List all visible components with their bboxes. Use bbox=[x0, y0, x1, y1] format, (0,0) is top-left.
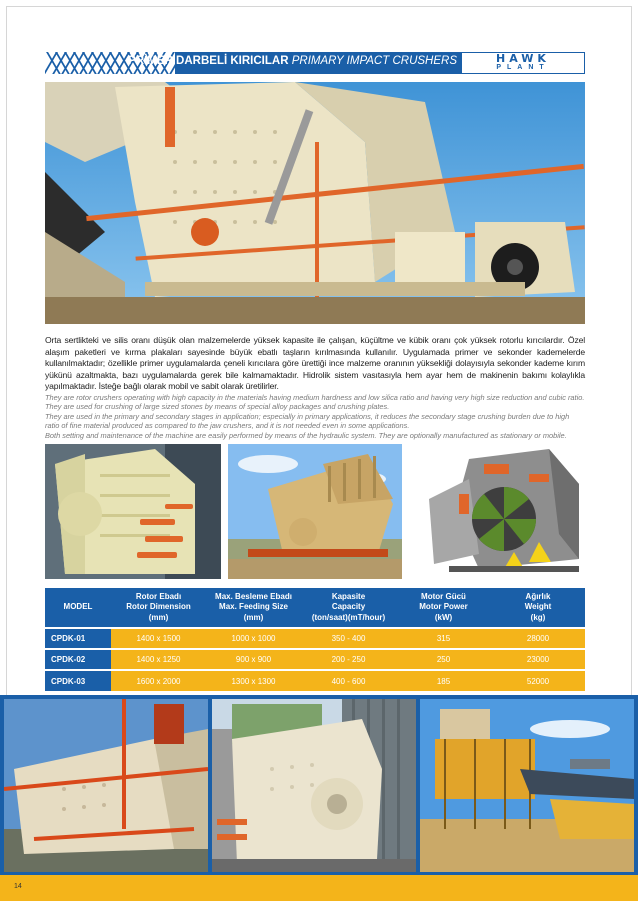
table-row bbox=[45, 628, 585, 649]
cell-model: CPDK-02 bbox=[45, 649, 111, 670]
description-en-paragraph-1: They are rotor crushers operating with high capacity in the materials having medium hardness and low silica ratio and having very high size reduction and cubic ratio. They are used for crushing of large sized stones by means of special alloy packages and crushing plates. bbox=[45, 393, 585, 412]
column-header-model bbox=[45, 588, 111, 628]
cell-capacity: 200 - 250 bbox=[301, 649, 396, 670]
installation-photo-1 bbox=[4, 699, 208, 872]
hawk-plant-logo bbox=[461, 52, 585, 74]
column-header-en: Weight bbox=[524, 602, 552, 612]
column-header-feeding bbox=[206, 588, 301, 628]
column-header-power bbox=[396, 588, 491, 628]
cell-model: CPDK-03 bbox=[45, 670, 111, 691]
column-header-weight bbox=[491, 588, 585, 628]
column-header-en: Max. Feeding Size bbox=[219, 602, 288, 612]
cell-feed: 1300 x 1300 bbox=[206, 670, 301, 691]
table-row bbox=[45, 670, 585, 691]
crusher-closeup-photo bbox=[45, 444, 221, 579]
installation-photo-3 bbox=[420, 699, 634, 872]
page-title-tr: PRİMER DARBELİ KIRICILAR bbox=[128, 55, 289, 67]
column-header-tr: Max. Besleme Ebadı bbox=[215, 591, 292, 601]
table-row bbox=[45, 649, 585, 670]
column-header-en: Capacity bbox=[331, 602, 366, 612]
column-header-unit: (mm) bbox=[148, 612, 169, 622]
cell-feed: 900 x 900 bbox=[206, 649, 301, 670]
column-header-tr: Kapasite bbox=[331, 591, 366, 601]
description-en-paragraph-3: Both setting and maintenance of the machine are easily performed by means of the hydraulic system. They are optionally manufactured as stationary or mobile. bbox=[45, 430, 567, 440]
crusher-field-photo bbox=[228, 444, 402, 579]
column-header-en: Motor Power bbox=[419, 602, 468, 612]
cell-power: 185 bbox=[396, 670, 491, 691]
cell-capacity: 400 - 600 bbox=[301, 670, 396, 691]
specifications-table bbox=[45, 588, 585, 691]
cell-model: CPDK-01 bbox=[45, 628, 111, 649]
description-turkish: Orta sertlikteki ve silis oranı düşük olan malzemelerde yüksek kapasite ile çalışan, küçültme ve kübik oranı çok yüksek rotorlu kırıcılardır. Özel alaşım paketleri ve kırma plakaları sayesinde büyük ebatlı taşların kırılmasında kullanılır. Uygulamada primer ve sekonder kademelerde kullanılmaktadır; özellikle primer uygulamalarda çeneli kırıcılara göre ürettiği ince malzeme oranının yüksekliği dolayısıyla sekonder kademe kırım yükünü azaltmakta, bazı uygulamalarda gerek bile kalmamaktadır. Hidrolik sistem vasıtasıyla hem ayar hem de makinenin bakımı kolaylıkla yapılmaktadır. İsteğe bağlı olarak mobil ve sabit olarak üretilirler. bbox=[45, 335, 585, 392]
column-header-tr: Rotor Ebadı bbox=[135, 591, 182, 601]
cell-weight: 28000 bbox=[491, 628, 585, 649]
cell-power: 315 bbox=[396, 628, 491, 649]
column-header-tr: Motor Gücü bbox=[421, 591, 466, 601]
table-header-row bbox=[45, 588, 585, 628]
logo-text-top: HAWK bbox=[496, 52, 550, 65]
column-header-tr: Ağırlık bbox=[525, 591, 551, 601]
column-header-rotor bbox=[111, 588, 206, 628]
column-header-capacity bbox=[301, 588, 396, 628]
page-number: 14 bbox=[14, 883, 22, 890]
installation-photo-2 bbox=[212, 699, 416, 872]
page-title-en: PRIMARY IMPACT CRUSHERS bbox=[291, 55, 457, 67]
cell-feed: 1000 x 1000 bbox=[206, 628, 301, 649]
crusher-cutaway-render bbox=[409, 444, 585, 579]
cell-rotor: 1400 x 1500 bbox=[111, 628, 206, 649]
column-header-en: Rotor Dimension bbox=[126, 602, 191, 612]
footer-band bbox=[0, 875, 638, 901]
description-en-paragraph-2: They are used in the primary and secondary stages in application; especially in primary applications, it reduces the secondary stage crushing burden due to high ratio of fine material produced as compared to the jaw crushers, and it is not needed even in some applications. bbox=[45, 411, 570, 431]
cell-weight: 23000 bbox=[491, 649, 585, 670]
description-english bbox=[45, 393, 585, 440]
page-header bbox=[45, 52, 585, 74]
cell-rotor: 1600 x 2000 bbox=[111, 670, 206, 691]
cell-rotor: 1400 x 1250 bbox=[111, 649, 206, 670]
column-header-unit: (ton/saat)(mT/hour) bbox=[311, 612, 386, 622]
column-header-unit: (kW) bbox=[434, 612, 453, 622]
cell-weight: 52000 bbox=[491, 670, 585, 691]
column-header-model-label: MODEL bbox=[63, 602, 93, 612]
logo-text-bottom: PLANT bbox=[496, 64, 550, 71]
cell-power: 250 bbox=[396, 649, 491, 670]
column-header-unit: (mm) bbox=[243, 612, 264, 622]
page-title bbox=[128, 55, 457, 67]
main-crusher-photo bbox=[45, 82, 585, 324]
cell-capacity: 350 - 400 bbox=[301, 628, 396, 649]
column-header-unit: (kg) bbox=[530, 612, 546, 622]
